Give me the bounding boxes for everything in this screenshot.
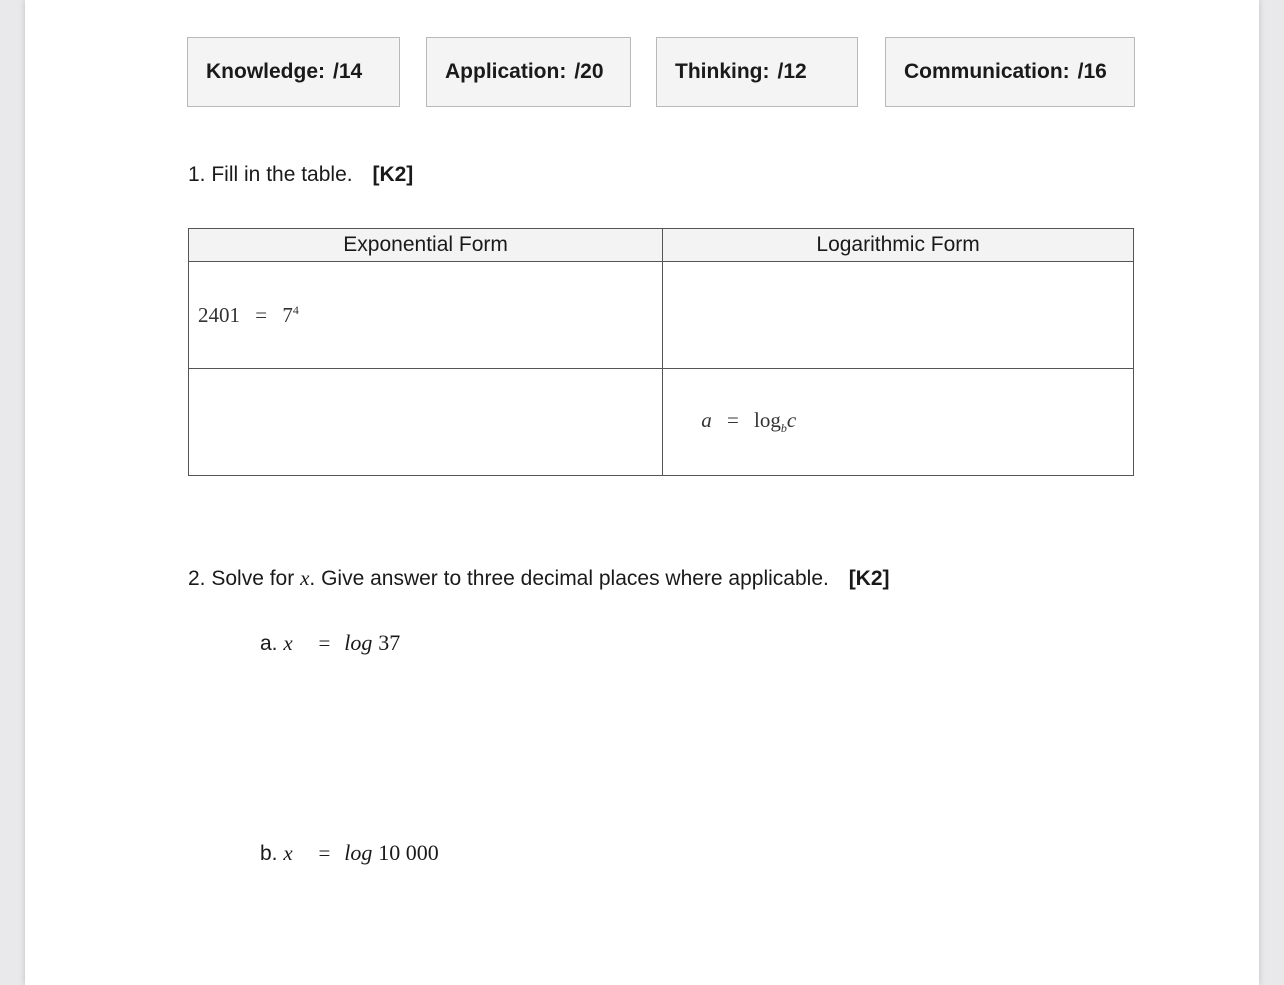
part-variable: x [283,631,293,655]
part-label: b. [260,842,278,865]
question-2b [260,840,439,866]
score-value: /12 [777,60,807,83]
thinking-score-box [656,37,858,107]
score-value: /20 [574,60,604,83]
score-label: Communication: [904,60,1070,83]
question-tag: [K2] [372,163,414,186]
logarithmic-answer-cell-row1[interactable] [663,262,1134,369]
score-label: Knowledge: [206,60,325,83]
knowledge-score-box [187,37,400,107]
communication-score-box [885,37,1135,107]
log-function: log [344,630,373,655]
log-argument: c [786,407,797,432]
question-1-prompt [188,163,413,187]
equals-sign: = [726,407,739,432]
part-label: a. [260,632,278,655]
question-2a [260,630,400,656]
exponential-log-table [188,228,1134,476]
question-text-after: . Give answer to three decimal places where applicable. [309,567,829,590]
equals-sign: = [255,302,268,327]
question-tag: [K2] [848,567,890,590]
question-text-before: Solve for [211,567,295,590]
exponential-expression [190,303,299,327]
score-label: Application: [445,60,567,83]
equals-sign: = [318,631,331,655]
logarithmic-expression [664,407,797,436]
table-row [189,262,1134,369]
question-number: 2. [188,567,206,590]
question-number: 1. [188,163,206,186]
part-variable: x [283,841,293,865]
variable-a: a [701,407,712,432]
log-function: log [754,407,781,432]
equals-sign: = [318,841,331,865]
log-argument: 10 000 [378,840,439,865]
log-base: b [780,421,787,436]
score-value: /14 [333,60,363,83]
score-value: /16 [1077,60,1107,83]
score-label: Thinking: [675,60,770,83]
logarithmic-form-header: Logarithmic Form [663,229,1134,262]
application-score-box [426,37,631,107]
table-row [189,369,1134,476]
table-header-row [189,229,1134,262]
logarithmic-cell-row2 [663,369,1134,476]
question-2-prompt [188,566,890,591]
base: 7 [282,302,293,327]
exponent: 4 [292,302,299,317]
worksheet-page [25,0,1259,985]
exponential-answer-cell-row2[interactable] [189,369,663,476]
log-argument: 37 [378,630,401,655]
exponential-form-header: Exponential Form [189,229,663,262]
value-2401: 2401 [198,302,240,327]
question-variable: x [300,566,310,590]
exponential-cell-row1 [189,262,663,369]
question-text: Fill in the table. [211,163,353,186]
log-function: log [344,840,373,865]
